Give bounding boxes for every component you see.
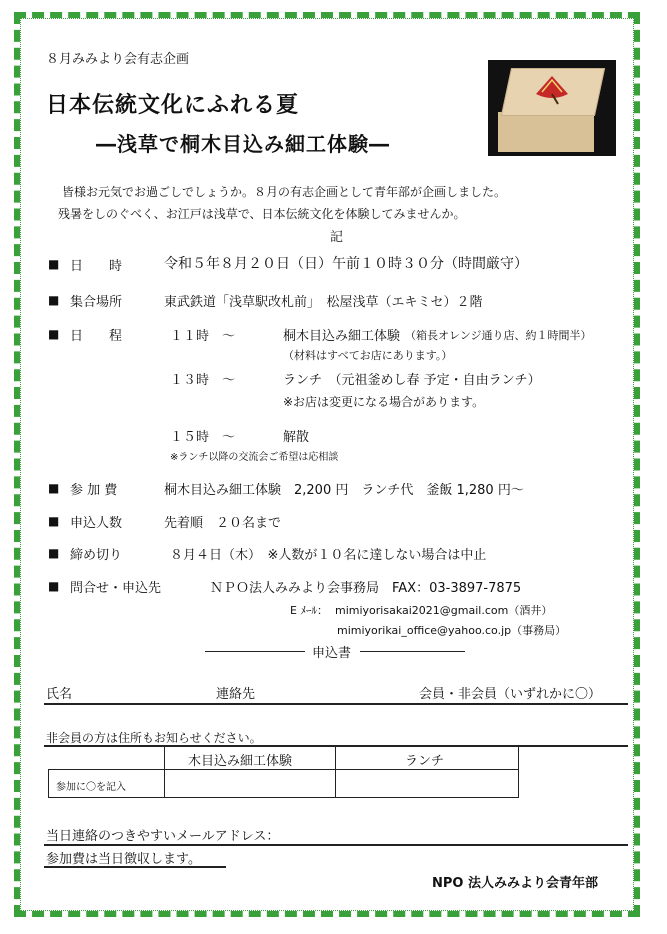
name-label: 氏名 [46,687,73,702]
name-line [44,703,628,705]
fee-note-underline [44,866,226,868]
bullet-icon: ■ [48,514,60,528]
bullet-icon: ■ [48,257,60,271]
place-value: 東武鉄道「浅草駅改札前」 松屋浅草（エキミセ）２階 [164,295,483,310]
place-label: 集合場所 [70,295,123,310]
contact-label: 問合せ・申込先 [70,581,162,596]
lunch-entry-cell[interactable] [335,769,519,798]
fee-note: 参加費は当日徴収します。 [46,852,201,867]
divider-left [205,651,305,652]
email-1: mimiyorisakai2021@gmail.com（酒井） [335,604,553,617]
email-prompt: 当日連絡のつきやすいメールアドレス： [46,829,280,844]
address-note: 非会員の方は住所もお知らせください。 [46,731,262,745]
date-value: 令和５年８月２０日（日）午前１０時３０分（時間厳守） [164,256,528,272]
schedule-text-1: 桐木目込み細工体験 [283,329,401,344]
schedule-text-2: ランチ （元祖釜めし春 予定・自由ランチ） [283,373,541,388]
deadline-label: 締め切り [70,548,123,563]
schedule-sub-2: ※お店は変更になる場合があります。 [283,395,485,409]
title-line-2: ―浅草で桐木目込み細工体験― [96,132,390,156]
schedule-text-3: 解散 [283,430,310,445]
box-front [498,112,594,152]
schedule-note-3: ※ランチ以降の交流会ご希望は応相談 [170,452,339,463]
event-tag: ８月みみより会有志企画 [46,52,190,67]
ki-marker: 記 [330,230,344,245]
bullet-icon: ■ [48,579,60,593]
col2-header: ランチ [405,754,445,769]
bullet-icon: ■ [48,481,60,495]
schedule-time-2: １３時 ～ [170,373,236,388]
contact-field-label: 連絡先 [216,687,256,702]
schedule-label: 日 程 [70,329,123,344]
contact-value: ＮＰＯ法人みみより会事務局 FAX：03-3897-7875 [210,581,522,596]
intro-line-1: 皆様お元気でお過ごしでしょうか。８月の有志企画として青年部が企画しました。 [62,185,507,199]
bullet-icon: ■ [48,327,60,341]
schedule-time-1: １１時 ～ [170,329,236,344]
schedule-time-3: １５時 ～ [170,430,236,445]
divider-right [360,651,465,652]
col1-header: 木目込み細工体験 [188,754,293,769]
bullet-icon: ■ [48,546,60,560]
email-2: mimiyorikai_office@yahoo.co.jp（事務局） [337,624,567,637]
bullet-icon: ■ [48,293,60,307]
form-heading: 申込書 [312,646,352,661]
schedule-note-1: （箱長オレンジ通り店、約１時間半） [405,329,592,342]
kimekomi-entry-cell[interactable] [164,769,336,798]
fee-label: 参 加 費 [70,483,118,498]
count-label: 申込人数 [70,516,123,531]
title-line-1: 日本伝統文化にふれる夏 [46,93,300,118]
schedule-sub-1: （材料はすべてお店にあります。） [283,349,453,362]
deadline-value: ８月４日（木） ※人数が１０名に達しない場合は中止 [170,548,487,563]
fan-icon [532,72,572,106]
intro-line-2: 残暑をしのぐべく、お江戸は浅草で、日本伝統文化を体験してみませんか。 [58,207,466,221]
count-value: 先着順 ２０名まで [164,516,282,531]
footer-org: NPO 法人みみより会青年部 [432,876,598,891]
date-label: 日 時 [70,259,123,274]
member-label: 会員・非会員（いずれかに〇） [419,687,602,702]
row-label: 参加に〇を記入 [56,782,126,793]
email-label: E ﾒｰﾙ： [290,604,328,617]
email-line [44,844,628,846]
craft-photo [488,60,616,156]
fee-value: 桐木目込み細工体験 2,200 円 ランチ代 釜飯 1,280 円～ [164,483,524,498]
